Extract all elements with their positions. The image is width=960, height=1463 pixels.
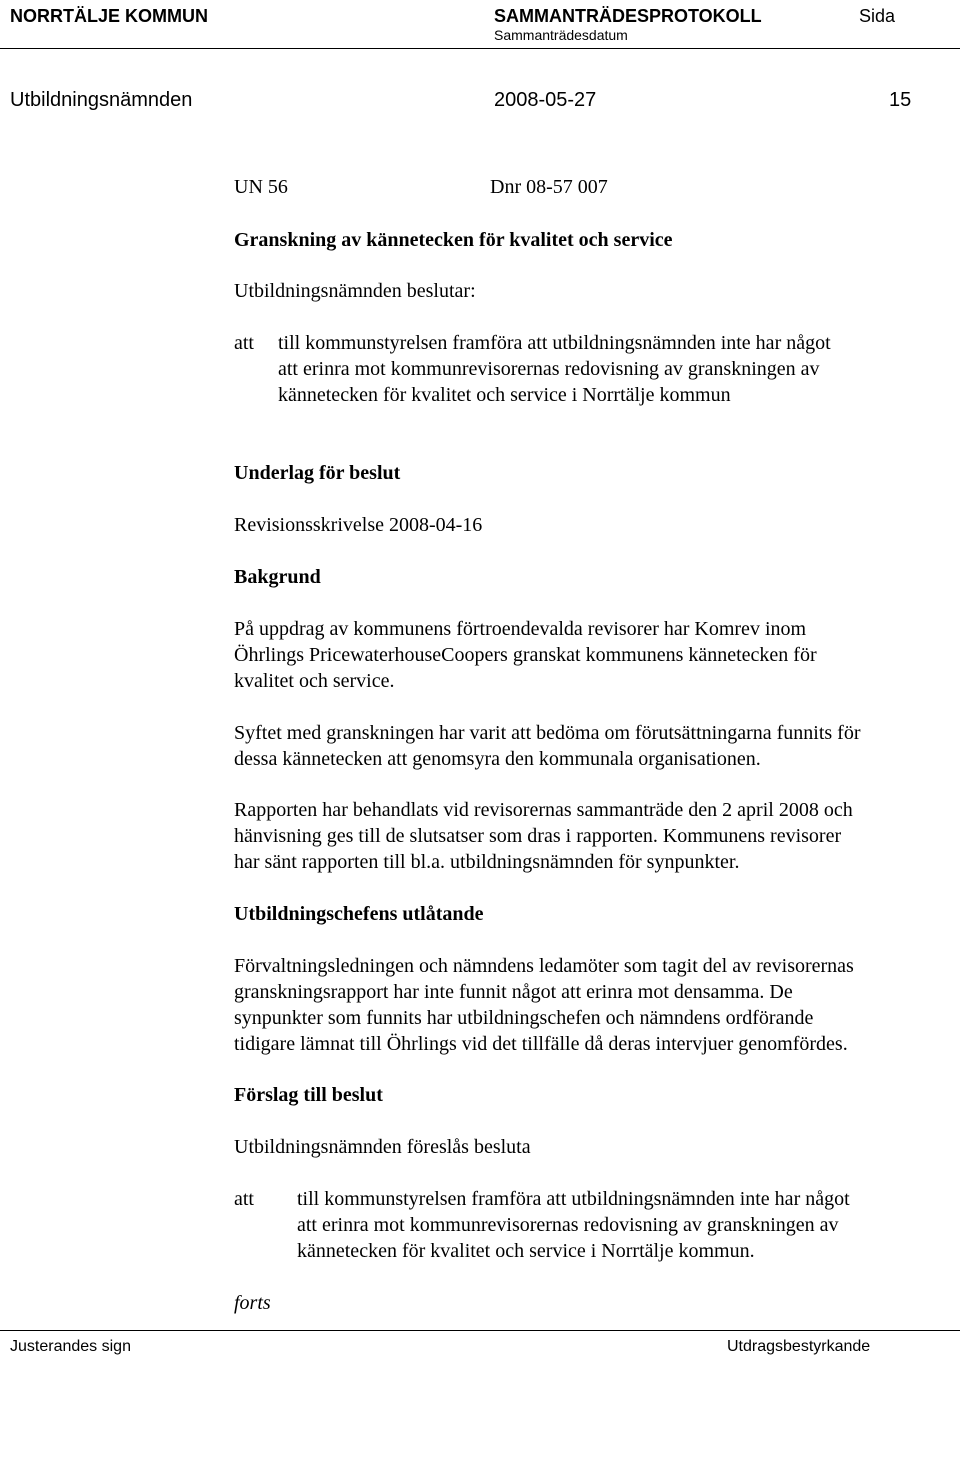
decision-intro: Utbildningsnämnden beslutar: [234,280,476,302]
text-line: Öhrlings PricewaterhouseCoopers granskat kommunens kännetecken för [234,644,817,666]
basis-document: Revisionsskrivelse 2008-04-16 [234,514,483,536]
document-type: SAMMANTRÄDESPROTOKOLL [494,6,762,26]
extract-certification-label: Utdragsbestyrkande [727,1338,871,1355]
text-line: Förvaltningsledningen och nämndens ledamöter som tagit del av revisorernas [234,955,854,977]
text-line: På uppdrag av kommunens förtroendevalda revisorer har Komrev inom [234,618,807,640]
text-line: tidigare lämnat till Öhrlings vid det tillfälle då deras intervjuer genomfördes. [234,1033,848,1055]
text-line: Rapporten har behandlats vid revisorernas sammanträde den 2 april 2008 och [234,799,853,821]
item-title: Granskning av kännetecken för kvalitet och service [234,229,673,251]
text-line: kännetecken för kvalitet och service i Norrtälje kommun. [297,1240,755,1262]
meeting-date: 2008-05-27 [494,89,597,111]
text-line: granskningsrapport har inte funnit något att erinra mot densamma. De [234,981,793,1003]
text-line: dessa kännetecken att genomsyra den kommunala organisationen. [234,748,761,770]
text-line: har sänt rapporten till bl.a. utbildningsnämnden för synpunkter. [234,851,740,873]
page-number: 15 [889,89,912,111]
text-line: Syftet med granskningen har varit att bedöma om förutsättningarna funnits för [234,722,861,744]
proposal-heading: Förslag till beslut [234,1084,383,1106]
text-line: synpunkter som funnits har utbildningschefen och nämndens ordförande [234,1007,814,1029]
diary-number: Dnr 08-57 007 [490,176,608,198]
proposal-att-label: att [234,1188,254,1210]
statement-heading: Utbildningschefens utlåtande [234,903,484,925]
footer-divider [0,1330,960,1331]
statement-text [234,953,854,1057]
municipality-name: NORRTÄLJE KOMMUN [10,6,208,26]
signature-label: Justerandes sign [10,1338,131,1355]
paragraph-reference: UN 56 [234,176,288,198]
decision-line: att erinra mot kommunrevisorernas redovisning av granskningen av [278,358,820,380]
proposal-intro: Utbildningsnämnden föreslås besluta [234,1136,531,1158]
text-line: att erinra mot kommunrevisorernas redovisning av granskningen av [297,1214,839,1236]
text-line: hänvisning ges till de slutsatser som dras i rapporten. Kommunens revisorer [234,825,842,847]
header-divider [0,48,960,49]
board-name: Utbildningsnämnden [10,89,193,111]
proposal-text [297,1186,850,1264]
decision-att-label: att [234,332,254,354]
meeting-date-label: Sammanträdesdatum [494,27,628,43]
background-paragraph-2 [234,720,861,772]
decision-line: kännetecken för kvalitet och service i Norrtälje kommun [278,384,731,406]
background-paragraph-3 [234,797,853,875]
basis-heading: Underlag för beslut [234,462,401,484]
background-paragraph-1 [234,616,817,694]
continued-marker: forts [234,1292,271,1314]
background-heading: Bakgrund [234,566,321,588]
decision-text [278,330,831,408]
text-line: till kommunstyrelsen framföra att utbildningsnämnden inte har något [297,1188,850,1210]
decision-line: till kommunstyrelsen framföra att utbildningsnämnden inte har något [278,332,831,354]
text-line: kvalitet och service. [234,670,395,692]
page-label: Sida [859,6,896,26]
